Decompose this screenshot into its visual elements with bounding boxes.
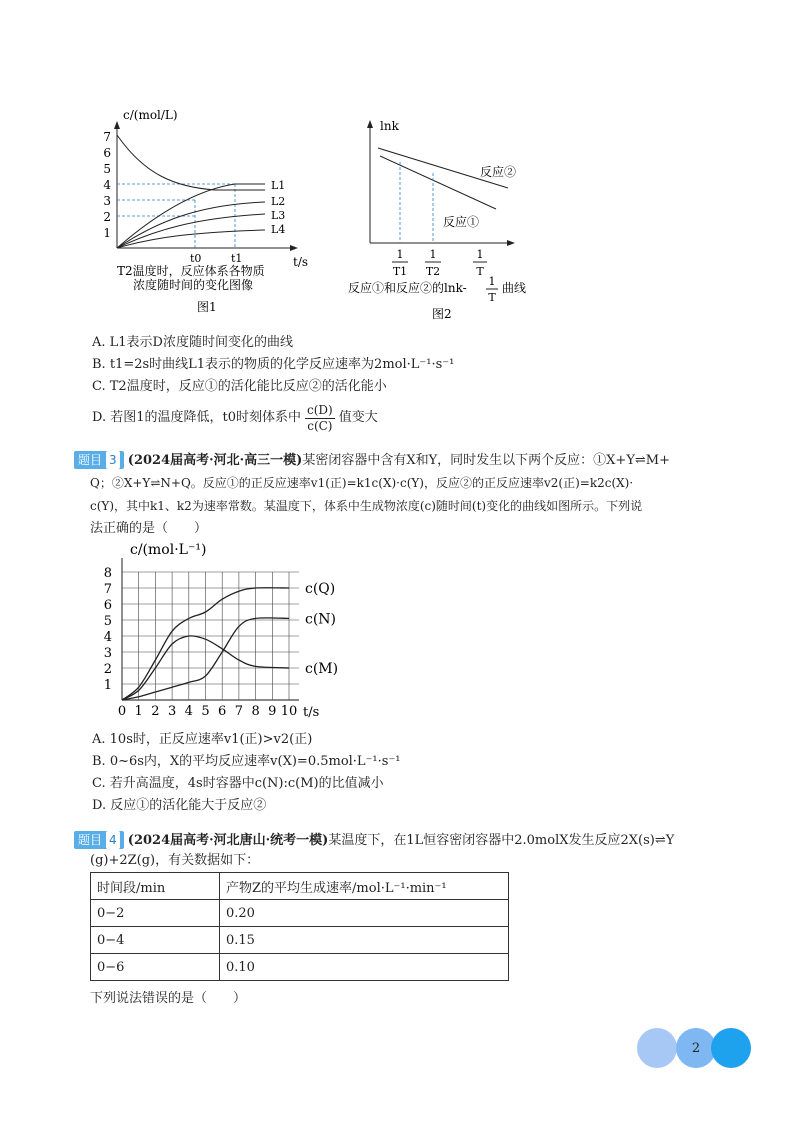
fig2-y-axis-label: lnk: [380, 119, 399, 133]
q4-question: 下列说法错误的是（ ）: [90, 991, 247, 1006]
fig2-tick3-num: 1: [476, 248, 484, 261]
chart-x-label: t/s: [303, 705, 320, 720]
chart-y-tick: 1: [103, 678, 112, 693]
chart-x-tick: 9: [268, 704, 277, 719]
table-row: [91, 927, 509, 954]
fig1-curve-L2: [117, 202, 265, 248]
fig1-ytick-7: 7: [103, 130, 111, 144]
q2-option-d-numerator: c(D): [307, 402, 333, 417]
fig2-tick1-num: 1: [396, 248, 404, 261]
fig2-reaction1-label: 反应①: [443, 215, 480, 229]
q3-option-b: B. 0~6s内，X的平均反应速率v(X)=0.5mol·L⁻¹·s⁻¹: [92, 754, 401, 769]
q3-option-d: D. 反应①的活化能大于反应②: [92, 798, 267, 813]
q2-option-d-fraction: [305, 403, 335, 434]
fig1-ytick-6: 6: [103, 146, 111, 160]
page-number: 2: [676, 1028, 716, 1068]
table-header-cell: 产物Z的平均生成速率/mol·L⁻¹·min⁻¹: [220, 873, 509, 900]
fig1-ytick-3: 3: [103, 194, 111, 208]
figure-1: [95, 105, 325, 320]
chart-y-tick: 3: [103, 646, 112, 661]
q3-option-a: A. 10s时，正反应速率v1(正)>v2(正): [92, 732, 313, 747]
q3-line-2: Q；②X+Y⇌N+Q。反应①的正反应速率v1(正)=k1c(X)·c(Y)，反应②的正反应速率v2(正)=k2c(X)·: [90, 476, 634, 490]
fig2-tick3-den: T: [476, 265, 484, 278]
fig1-ytick-1: 1: [103, 226, 111, 240]
q3-chart: [100, 540, 350, 722]
chart-y-tick: 6: [103, 598, 112, 613]
table-cell: 0.20: [220, 900, 509, 927]
fig2-caption-num: 1: [488, 275, 496, 288]
q3-text-1: 某密闭容器中含有X和Y，同时发生以下两个反应：①X+Y⇌M+: [302, 453, 671, 468]
q2-option-d-suffix: 值变大: [338, 410, 378, 425]
q3-badge: [74, 451, 124, 469]
q4-badge: [74, 831, 124, 849]
chart-y-tick: 8: [103, 566, 112, 581]
fig2-tick1-den: T1: [392, 265, 408, 278]
fig1-caption-1: T2温度时，反应体系各物质: [117, 264, 265, 278]
chart-x-tick: 7: [234, 704, 244, 719]
q4-line-1: [74, 831, 674, 850]
page-circle-right: [711, 1028, 751, 1068]
q4-source: (2024届高考·河北唐山·统考一模): [127, 833, 329, 848]
chart-x-tick: 3: [167, 704, 177, 719]
fig2-tick2-num: 1: [429, 248, 437, 261]
q3-option-c: C. 若升高温度，4s时容器中c(N):c(M)的比值减小: [92, 776, 384, 791]
chart-x-tick: 4: [184, 704, 193, 719]
chart-y-tick: 5: [103, 614, 112, 629]
table-cell: 0.15: [220, 927, 509, 954]
chart-y-label: c/(mol·L⁻¹): [130, 542, 207, 558]
q3-line-3: c(Y)，其中k1、k2为速率常数。某温度下，体系中生成物浓度(c)随时间(t)变化的曲线如图所示。下列说: [90, 499, 643, 513]
fig2-caption-den: T: [488, 291, 496, 304]
fig1-title: 图1: [197, 300, 217, 314]
q3-badge-num: 3: [106, 451, 120, 469]
fig2-title: 图2: [432, 307, 452, 321]
table-row: [91, 900, 509, 927]
table-cell: 0−6: [91, 954, 220, 981]
series-label: c(M): [305, 661, 339, 677]
fig2-caption-prefix: 反应①和反应②的lnk-: [348, 281, 467, 295]
q2-option-d-prefix: D. 若图1的温度降低，t0时刻体系中: [92, 410, 301, 425]
chart-y-tick: 7: [103, 582, 112, 597]
fig1-label-L2: L2: [271, 195, 286, 208]
fig1-ytick-5: 5: [103, 162, 111, 176]
q4-badge-num: 4: [106, 831, 120, 849]
q2-option-a: A. L1表示D浓度随时间变化的曲线: [92, 335, 293, 350]
q2-option-b: B. t1=2s时曲线L1表示的物质的化学反应速率为2mol·L⁻¹·s⁻¹: [92, 357, 455, 372]
table-cell: 0−4: [91, 927, 220, 954]
chart-y-tick: 2: [103, 662, 112, 677]
chart-x-tick: 0: [117, 704, 127, 719]
fig1-curve-decay: [117, 135, 265, 190]
fig2-reaction2-label: 反应②: [480, 165, 517, 179]
fig2-line-reaction1: [380, 156, 496, 209]
chart-x-tick: 6: [218, 704, 227, 719]
q4-table: [90, 872, 509, 981]
figure-2: [340, 110, 550, 325]
q3-source: (2024届高考·河北·高三一模): [127, 453, 303, 468]
fig1-t0-label: t0: [190, 252, 202, 265]
page-circle-left: [637, 1028, 677, 1068]
q4-badge-label: 题目: [78, 833, 103, 847]
q3-line-4: 法正确的是（ ）: [90, 521, 208, 536]
fig2-tick2-den: T2: [425, 265, 441, 278]
table-header-cell: 时间段/min: [91, 873, 220, 900]
q4-text-1: 某温度下，在1L恒容密闭容器中2.0molX发生反应2X(s)⇌Y: [328, 833, 675, 848]
q3-line-1: [74, 451, 670, 470]
fig1-label-L3: L3: [271, 209, 286, 222]
chart-x-tick: 2: [151, 704, 160, 719]
chart-x-tick: 1: [134, 704, 143, 719]
chart-y-tick: 4: [103, 630, 112, 645]
series-label: c(Q): [305, 581, 336, 597]
fig2-caption-suffix: 曲线: [502, 281, 527, 295]
series-label: c(N): [305, 611, 337, 628]
fig1-y-axis-label: c/(mol/L): [123, 108, 178, 122]
fig1-ytick-2: 2: [103, 210, 111, 224]
q4-line-2: (g)+2Z(g)，有关数据如下：: [90, 853, 260, 868]
q2-option-d-denominator: c(C): [307, 418, 333, 433]
fig1-label-L1: L1: [271, 179, 286, 192]
fig1-x-axis-label: t/s: [293, 255, 309, 269]
table-header-row: [91, 873, 509, 900]
q2-option-d: [92, 400, 378, 436]
fig1-t1-label: t1: [231, 252, 243, 265]
fig1-label-L4: L4: [271, 223, 286, 236]
table-row: [91, 954, 509, 981]
chart-x-tick: 10: [280, 704, 298, 719]
q3-badge-label: 题目: [78, 453, 103, 467]
fig1-caption-2: 浓度随时间的变化图像: [133, 278, 254, 292]
table-cell: 0.10: [220, 954, 509, 981]
fig1-curve-L4: [117, 230, 265, 248]
chart-x-tick: 5: [201, 704, 210, 719]
fig1-ytick-4: 4: [103, 178, 111, 192]
table-cell: 0−2: [91, 900, 220, 927]
chart-x-tick: 8: [251, 704, 260, 719]
q2-option-c: C. T2温度时，反应①的活化能比反应②的活化能小: [92, 379, 387, 394]
